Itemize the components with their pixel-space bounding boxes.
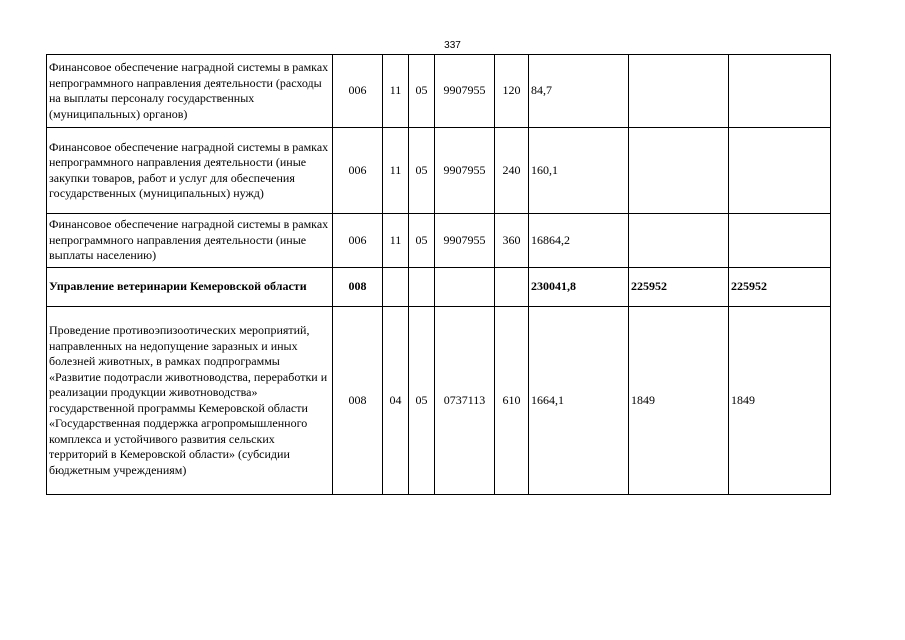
- row-csr: 9907955: [435, 128, 495, 214]
- row-ved: 006: [333, 214, 383, 268]
- row-sum-1: 16864,2: [529, 214, 629, 268]
- row-ved: 008: [333, 307, 383, 495]
- row-ved: 008: [333, 268, 383, 307]
- row-sum-2: 225952: [629, 268, 729, 307]
- table-row: [47, 214, 831, 268]
- row-csr: 0737113: [435, 307, 495, 495]
- row-pr: 05: [409, 214, 435, 268]
- row-sum-3: [729, 128, 831, 214]
- row-vr: 240: [495, 128, 529, 214]
- row-csr: [435, 268, 495, 307]
- row-name: Управление ветеринарии Кемеровской области: [47, 268, 333, 307]
- row-sum-2: [629, 214, 729, 268]
- row-sum-3: 1849: [729, 307, 831, 495]
- row-sum-1: 160,1: [529, 128, 629, 214]
- row-pr: 05: [409, 307, 435, 495]
- row-vr: 360: [495, 214, 529, 268]
- table-row: [47, 268, 831, 307]
- row-sum-2: [629, 55, 729, 128]
- row-sum-1: 1664,1: [529, 307, 629, 495]
- row-vr: 120: [495, 55, 529, 128]
- row-name: Финансовое обеспечение наградной системы в рамках непрограммного направления деятельности (иные закупки товаров, работ и услуг для обеспечения государственных (муниципальных) нужд): [47, 128, 333, 214]
- row-vr: [495, 268, 529, 307]
- row-pr: 05: [409, 128, 435, 214]
- table-row: [47, 128, 831, 214]
- table-row: [47, 307, 831, 495]
- row-sum-3: [729, 55, 831, 128]
- table-row: [47, 55, 831, 128]
- row-name: Финансовое обеспечение наградной системы в рамках непрограммного направления деятельности (расходы на выплаты персоналу государственных (муниципальных) органов): [47, 55, 333, 128]
- row-name: Финансовое обеспечение наградной системы в рамках непрограммного направления деятельности (иные выплаты населению): [47, 214, 333, 268]
- row-vr: 610: [495, 307, 529, 495]
- row-sum-3: [729, 214, 831, 268]
- page-number: 337: [444, 40, 461, 51]
- row-rz: 11: [383, 214, 409, 268]
- row-ved: 006: [333, 55, 383, 128]
- row-pr: [409, 268, 435, 307]
- row-sum-3: 225952: [729, 268, 831, 307]
- row-sum-2: [629, 128, 729, 214]
- row-pr: 05: [409, 55, 435, 128]
- row-sum-2: 1849: [629, 307, 729, 495]
- row-ved: 006: [333, 128, 383, 214]
- budget-table: [46, 54, 831, 495]
- row-rz: 04: [383, 307, 409, 495]
- row-rz: 11: [383, 55, 409, 128]
- row-sum-1: 230041,8: [529, 268, 629, 307]
- row-sum-1: 84,7: [529, 55, 629, 128]
- row-name: Проведение противоэпизоотических мероприятий, направленных на недопущение заразных и иных болезней животных, в рамках подпрограммы «Развитие подотрасли животноводства, переработки и реализации продукции животноводства» государственной программы Кемеровской области «Государственная поддержка агропромышленного комплекса и устойчивого развития сельских территорий в Кемеровской области» (субсидии бюджетным учреждениям): [47, 307, 333, 495]
- row-csr: 9907955: [435, 55, 495, 128]
- row-rz: 11: [383, 128, 409, 214]
- row-csr: 9907955: [435, 214, 495, 268]
- row-rz: [383, 268, 409, 307]
